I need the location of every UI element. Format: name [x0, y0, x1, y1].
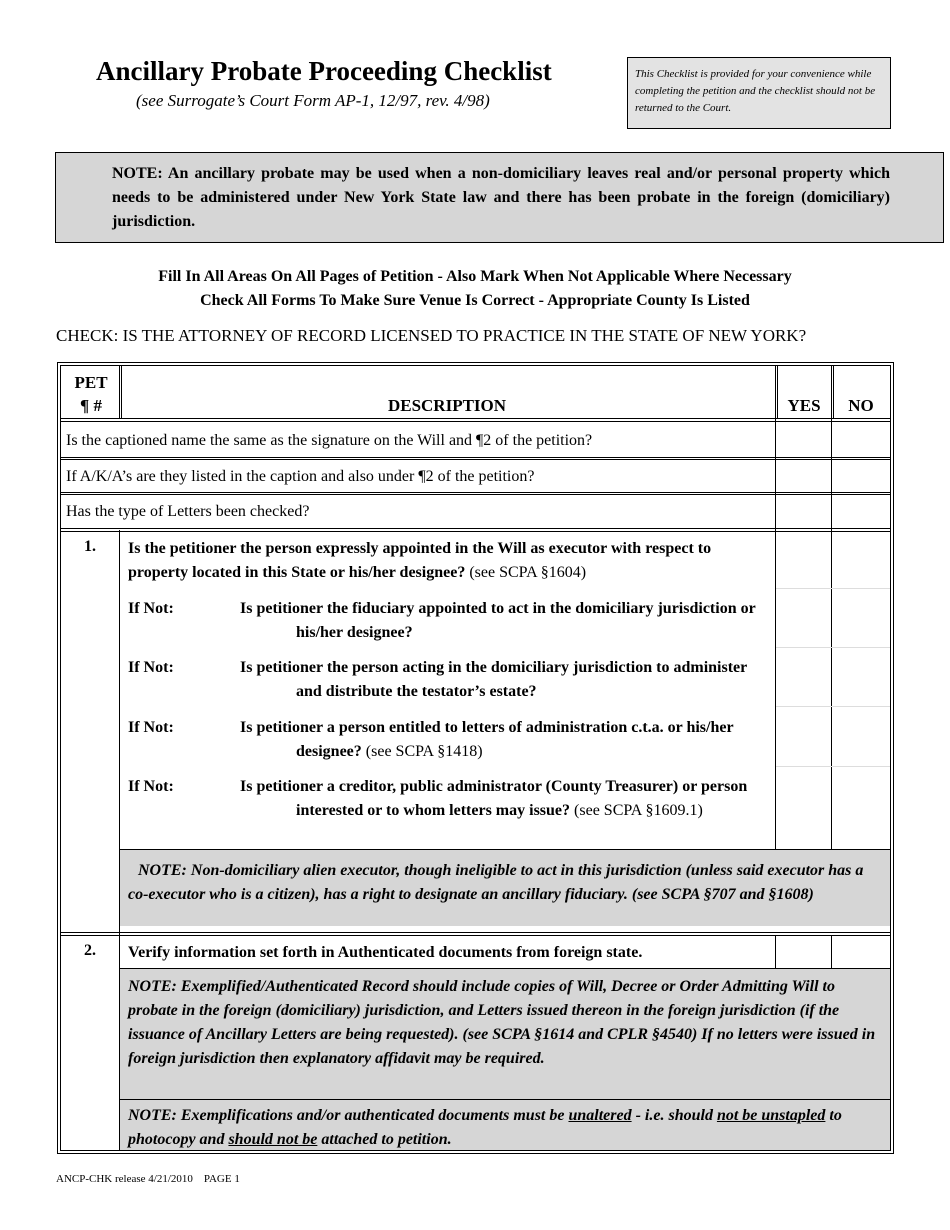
item1-sub-4-text: Is petitioner a creditor, public administrator (County Treasurer) or person interested or to whom letters may issue? [240, 778, 748, 819]
item1-sub-1 [240, 597, 770, 645]
if-not-label-4: If Not: [128, 778, 174, 795]
general-row-3: Has the type of Letters been checked? [66, 503, 310, 520]
item1-sub-4 [240, 775, 770, 823]
col-no-label: NO [848, 396, 874, 415]
item1-sub-4-ref: (see SCPA §1609.1) [570, 802, 703, 819]
ancillary-note-box: NOTE: An ancillary probate may be used when a non-domiciliary leaves real and/or personal property which needs to be administered under New York State law and there has been probate in the foreign (domiciliary) jurisdiction. [55, 152, 944, 243]
general-row-2: If A/K/A’s are they listed in the caption and also under ¶2 of the petition? [66, 468, 535, 485]
item1-sub-3 [240, 716, 770, 764]
instruction-line-1: Fill In All Areas On All Pages of Petition - Also Mark When Not Applicable Where Necessary [158, 268, 792, 285]
item2-note-2-a: NOTE: Exemplifications and/or authenticated documents must be [128, 1107, 569, 1124]
item2-note-2-d: not be unstapled [716, 1107, 826, 1124]
item1-question-ref: (see SCPA §1604) [465, 564, 587, 581]
col-description-label: DESCRIPTION [387, 396, 507, 415]
item2-question: Verify information set forth in Authenticated documents from foreign state. [128, 944, 643, 961]
item2-note-2-e: to photocopy and [128, 1107, 842, 1148]
item2-note-2-c: - i.e. should [631, 1107, 717, 1124]
item1-note: NOTE: Non-domiciliary alien executor, though ineligible to act in this jurisdiction (unless said executor has a co-executor who is a citizen), has a right to designate an ancillary fiduciary. (see SCPA §707 and §1608) [128, 862, 864, 903]
item1-question-text: Is the petitioner the person expressly appointed in the Will as executor with respect to property located in this State or his/her designee? [128, 540, 712, 581]
item1-sub-2 [240, 656, 770, 704]
item2-number: 2. [84, 942, 96, 959]
page-footer: ANCP-CHK release 4/21/2010 PAGE 1 [56, 1173, 240, 1185]
if-not-label-2: If Not: [128, 659, 174, 676]
item2-note-2 [128, 1104, 880, 1152]
item1-question [128, 537, 768, 585]
checklist-table [57, 362, 894, 1154]
attorney-check: CHECK: IS THE ATTORNEY OF RECORD LICENSED TO PRACTICE IN THE STATE OF NEW YORK? [56, 326, 807, 345]
item1-sub-1-text: Is petitioner the fiduciary appointed to act in the domiciliary jurisdiction or his/her designee? [240, 600, 756, 641]
item1-sub-3-text: Is petitioner a person entitled to letters of administration c.t.a. or his/her designee? [240, 719, 734, 760]
col-yes-label: YES [787, 396, 821, 415]
item2-note-2-f: should not be [228, 1131, 318, 1148]
col-pet-label-2: ¶ # [80, 396, 102, 415]
item2-note-2-g: attached to petition. [317, 1131, 452, 1148]
if-not-label-3: If Not: [128, 719, 174, 736]
general-row-1: Is the captioned name the same as the signature on the Will and ¶2 of the petition? [66, 432, 593, 449]
page-title: Ancillary Probate Proceeding Checklist [96, 56, 552, 86]
instruction-line-2: Check All Forms To Make Sure Venue Is Correct - Appropriate County Is Listed [200, 292, 750, 309]
item1-number: 1. [84, 538, 96, 555]
disclaimer-box: This Checklist is provided for your convenience while completing the petition and the checklist should not be returned to the Court. [627, 57, 891, 129]
item1-sub-3-ref: (see SCPA §1418) [361, 743, 483, 760]
page-subtitle: (see Surrogate’s Court Form AP-1, 12/97, rev. 4/98) [136, 91, 490, 110]
if-not-label-1: If Not: [128, 600, 174, 617]
item2-note-2-b: unaltered [568, 1107, 632, 1124]
item2-note-1: NOTE: Exemplified/Authenticated Record should include copies of Will, Decree or Order Admitting Will to probate in the foreign (domiciliary) jurisdiction, and Letters issued thereon in the foreign jurisdiction (if the issuance of Ancillary Letters are being requested). (see SCPA §1614 and CPLR §4540) If no letters were issued in foreign jurisdiction then explanatory affidavit may be required. [128, 978, 876, 1067]
col-pet-label: PET [74, 373, 108, 392]
item1-sub-2-text: Is petitioner the person acting in the domiciliary jurisdiction to administer and distribute the testator’s estate? [240, 659, 747, 700]
